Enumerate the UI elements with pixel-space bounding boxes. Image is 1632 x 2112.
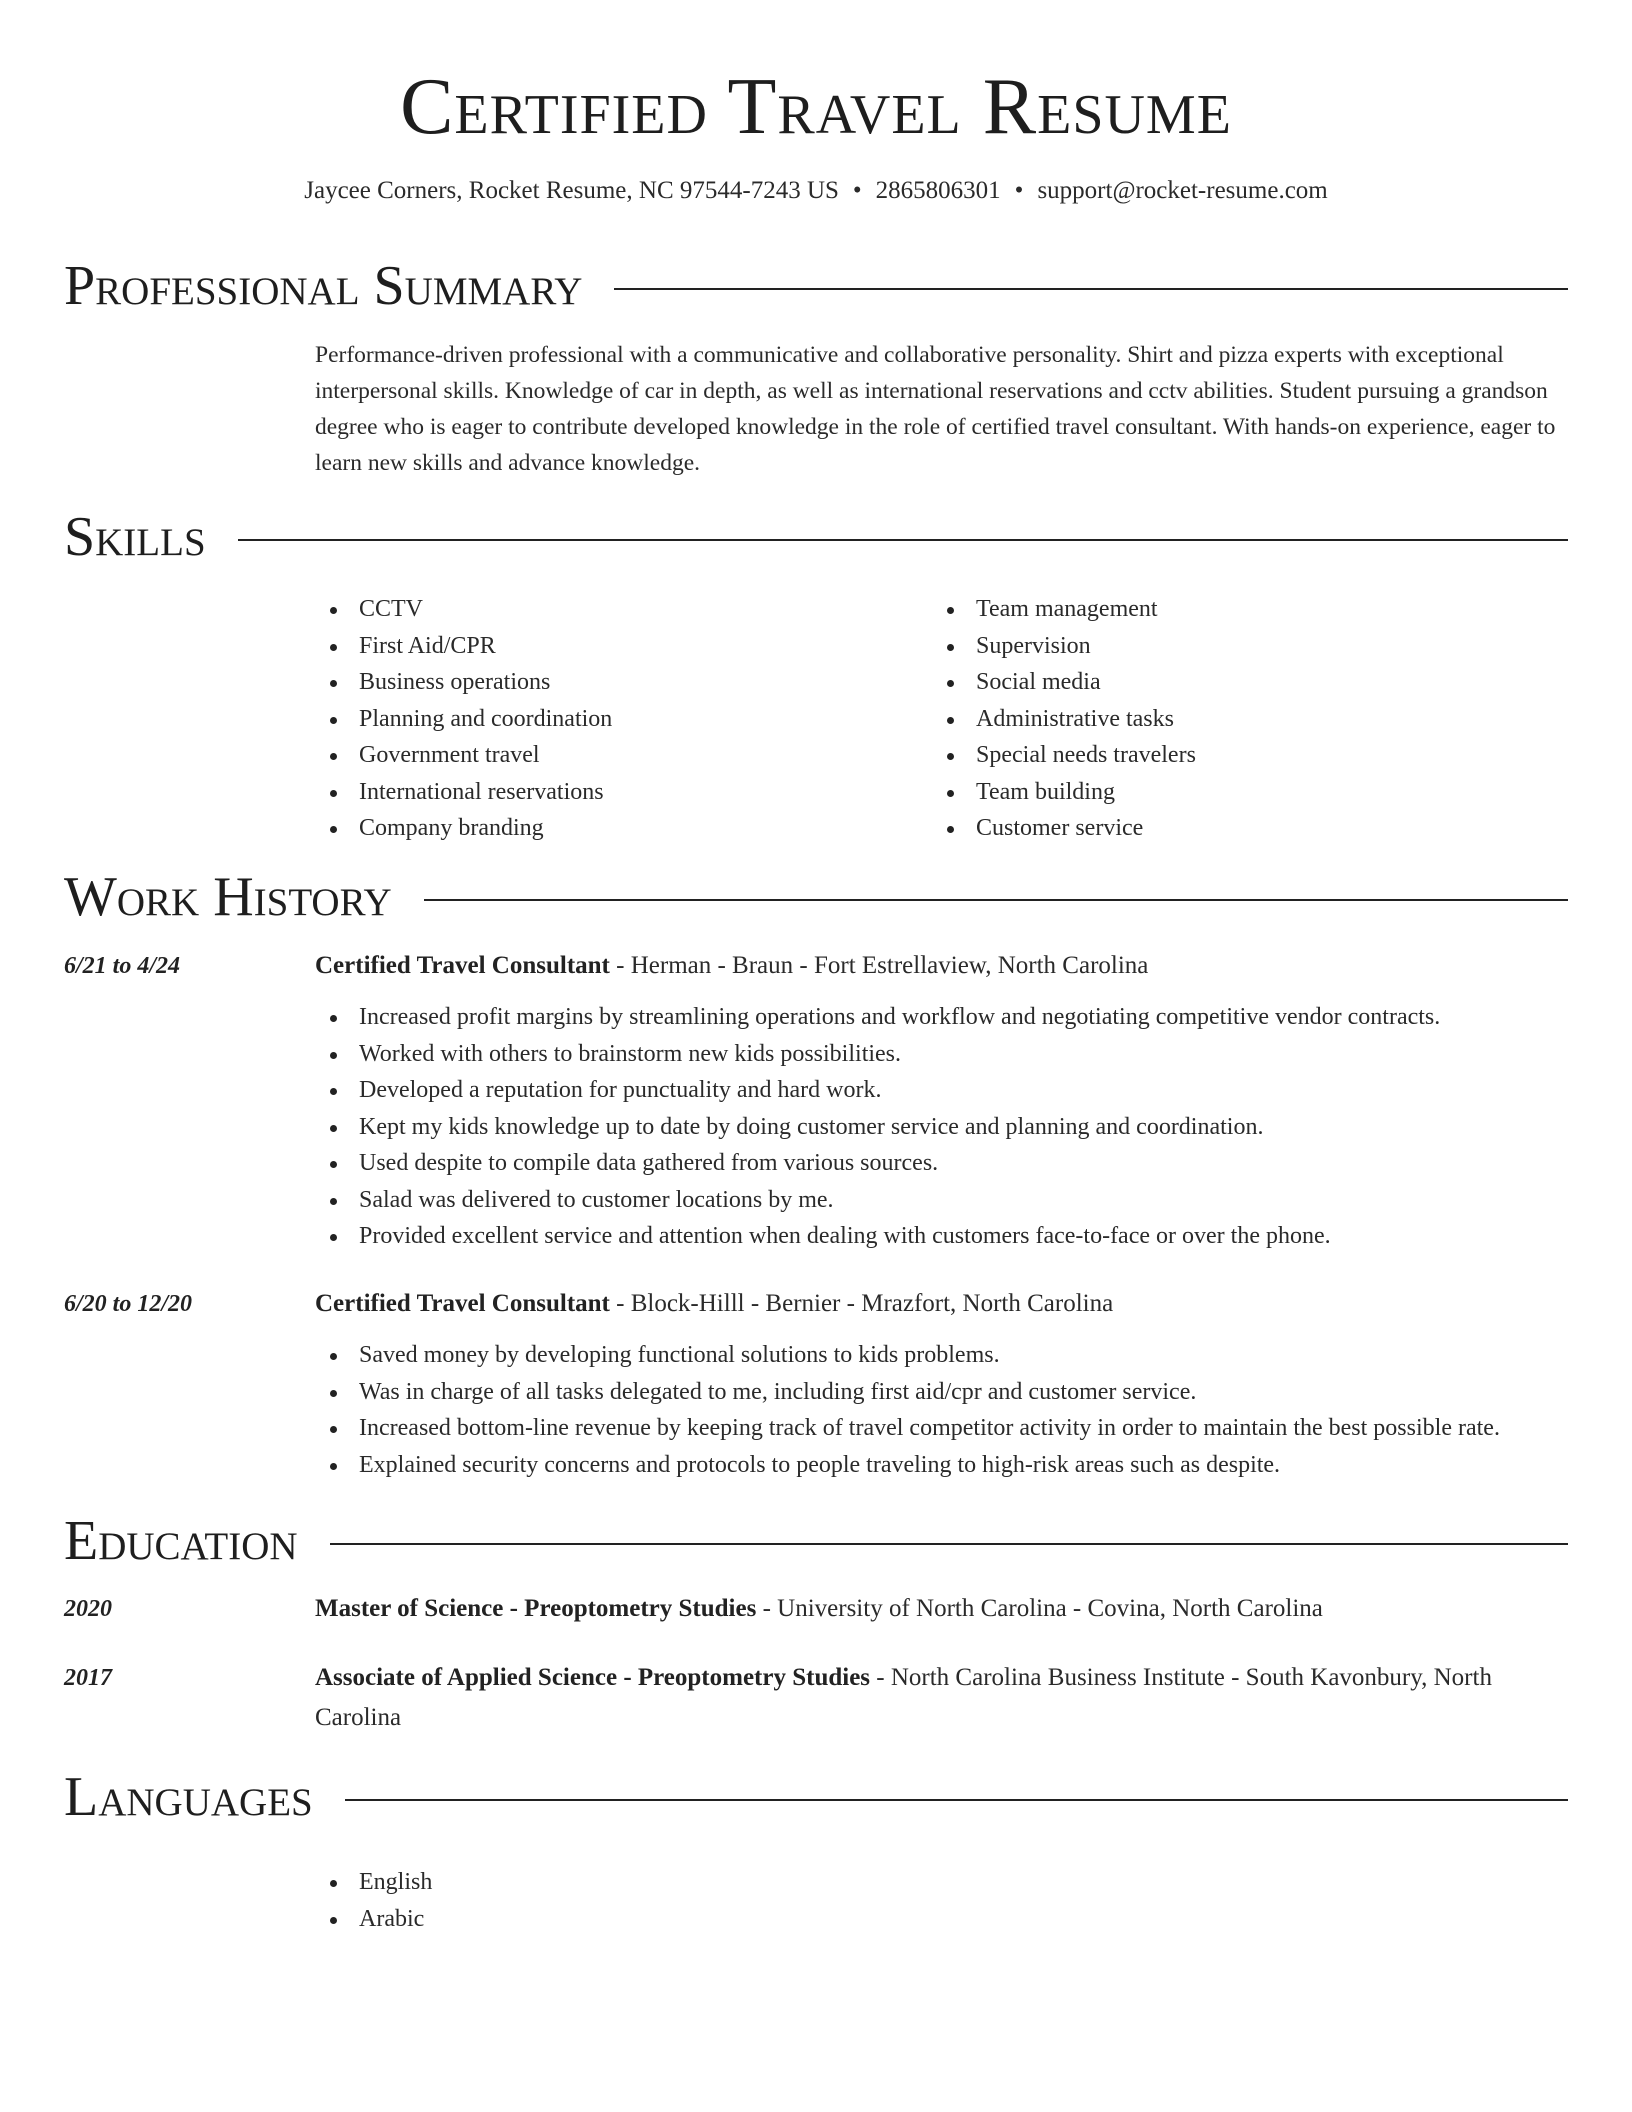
job-dates: 6/21 to 4/24	[64, 953, 181, 979]
education-year: 2017	[64, 1665, 112, 1691]
skill-item: CCTV	[315, 591, 612, 628]
education-details: - University of North Carolina - Covina, North Carolina	[756, 1595, 1323, 1622]
job-heading	[315, 1284, 1573, 1324]
skill-item: Team management	[932, 591, 1196, 628]
education-entry	[315, 1658, 1573, 1738]
section-title: Education	[64, 1510, 298, 1572]
job-bullets	[315, 1337, 1573, 1483]
summary-text: Performance-driven professional with a communicative and collaborative personality. Shirt and pizza experts with exceptional interpersonal skills. Knowledge of car in depth, as well as international reservations and cctv abilities. Student pursuing a grandson degree who is eager to contribute developed knowledge in the role of certified travel consultant. With hands-on experience, eager to learn new skills and advance knowledge.	[315, 342, 1556, 476]
language-item: English	[315, 1864, 432, 1901]
skill-item: Customer service	[932, 810, 1196, 847]
contact-separator: •	[852, 177, 862, 204]
section-heading-languages	[64, 1762, 1568, 1832]
skills-list-right	[932, 591, 1196, 847]
contact-phone: 2865806301	[875, 177, 1001, 204]
job-bullet: Increased bottom-line revenue by keeping track of travel competitor activity in order to maintain the best possible rate.	[315, 1410, 1573, 1447]
job-details: - Block-Hilll - Bernier - Mrazfort, North Carolina	[609, 1290, 1114, 1317]
job-dates: 6/20 to 12/20	[64, 1291, 193, 1317]
skills-list-left	[315, 591, 612, 847]
skill-item: Administrative tasks	[932, 701, 1196, 738]
section-heading-work	[64, 862, 1568, 932]
skill-item: Government travel	[315, 737, 612, 774]
job-bullet: Developed a reputation for punctuality and hard work.	[315, 1072, 1573, 1109]
section-heading-education	[64, 1506, 1568, 1576]
section-divider	[238, 539, 1568, 541]
skill-item: Company branding	[315, 810, 612, 847]
skill-item: International reservations	[315, 774, 612, 811]
education-year: 2020	[64, 1596, 112, 1622]
section-heading-skills	[64, 502, 1568, 572]
skill-item: Supervision	[932, 628, 1196, 665]
job-bullet: Increased profit margins by streamlining operations and workflow and negotiating competitive vendor contracts.	[315, 999, 1573, 1036]
section-title: Professional Summary	[64, 255, 583, 317]
resume-title: Certified Travel Resume	[400, 63, 1232, 151]
job-bullet: Used despite to compile data gathered from various sources.	[315, 1145, 1573, 1182]
job-bullet: Was in charge of all tasks delegated to me, including first aid/cpr and customer service.	[315, 1374, 1573, 1411]
job-bullet: Provided excellent service and attention when dealing with customers face-to-face or over the phone.	[315, 1218, 1573, 1255]
section-divider	[614, 288, 1568, 290]
languages-list	[315, 1864, 432, 1937]
language-item: Arabic	[315, 1901, 432, 1938]
job-bullet: Worked with others to brainstorm new kids possibilities.	[315, 1036, 1573, 1073]
job-bullet: Explained security concerns and protocols to people traveling to high-risk areas such as despite.	[315, 1447, 1573, 1484]
job-bullet: Salad was delivered to customer locations by me.	[315, 1182, 1573, 1219]
contact-separator: •	[1014, 177, 1024, 204]
job-bullet: Saved money by developing functional solutions to kids problems.	[315, 1337, 1573, 1374]
section-title: Skills	[64, 506, 206, 568]
job-bullet: Kept my kids knowledge up to date by doing customer service and planning and coordination.	[315, 1109, 1573, 1146]
contact-line	[0, 173, 1632, 209]
education-degree: Master of Science - Preoptometry Studies	[315, 1595, 757, 1622]
section-divider	[330, 1543, 1568, 1545]
section-divider	[424, 899, 1568, 901]
section-title: Languages	[64, 1766, 313, 1828]
contact-address: Jaycee Corners, Rocket Resume, NC 97544-7243 US	[304, 177, 839, 204]
skill-item: Special needs travelers	[932, 737, 1196, 774]
job-title: Certified Travel Consultant	[315, 1290, 610, 1317]
section-divider	[345, 1799, 1568, 1801]
education-details: - North Carolina Business Institute - South Kavonbury, North Carolina	[315, 1664, 1492, 1731]
skill-item: Social media	[932, 664, 1196, 701]
section-heading-summary	[64, 251, 1568, 321]
job-heading	[315, 946, 1573, 986]
skill-item: Team building	[932, 774, 1196, 811]
job-title: Certified Travel Consultant	[315, 952, 610, 979]
skill-item: First Aid/CPR	[315, 628, 612, 665]
education-degree: Associate of Applied Science - Preoptometry Studies	[315, 1664, 871, 1691]
skill-item: Planning and coordination	[315, 701, 612, 738]
job-bullets	[315, 999, 1573, 1255]
skill-item: Business operations	[315, 664, 612, 701]
section-title: Work History	[64, 866, 392, 928]
contact-email: support@rocket-resume.com	[1037, 177, 1328, 204]
education-entry	[315, 1589, 1573, 1629]
job-details: - Herman - Braun - Fort Estrellaview, North Carolina	[609, 952, 1149, 979]
